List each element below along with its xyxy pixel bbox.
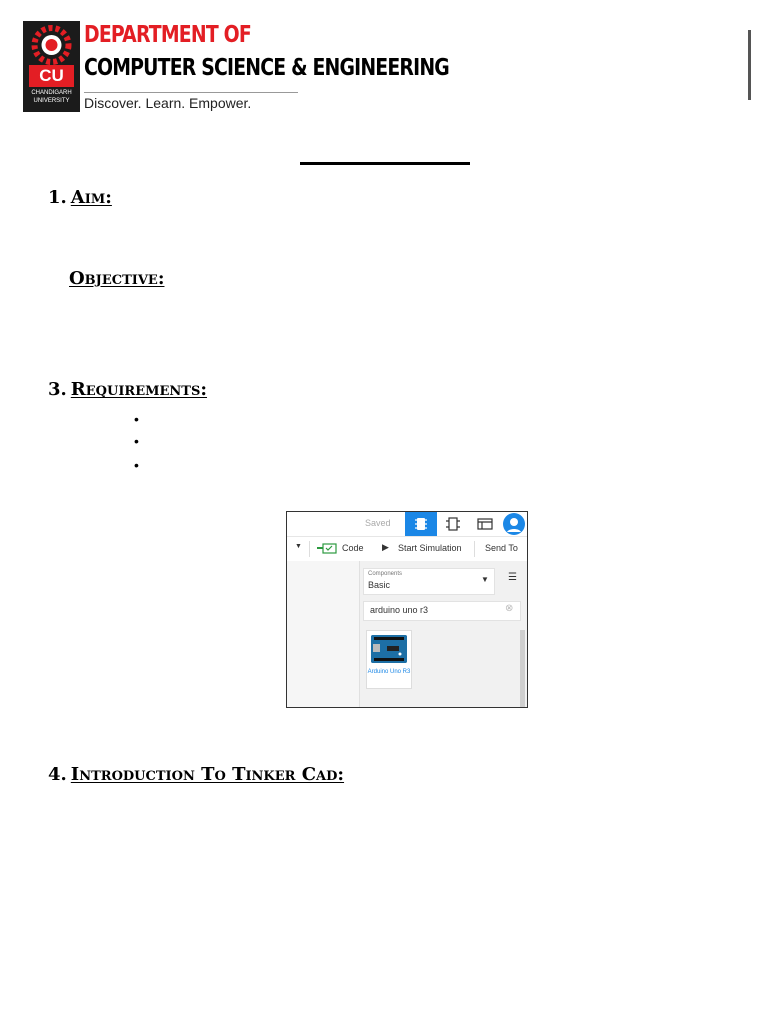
code-button[interactable]: Code bbox=[342, 543, 364, 553]
tagline: Discover. Learn. Empower. bbox=[84, 95, 252, 111]
components-icon bbox=[405, 512, 437, 536]
components-select-label: Components bbox=[368, 571, 403, 577]
heading-requirements-number: 3. bbox=[48, 379, 67, 400]
page-edge-bar bbox=[748, 30, 751, 100]
tinkercad-screenshot bbox=[286, 511, 528, 708]
action-toolbar bbox=[287, 536, 527, 562]
code-editor-icon[interactable] bbox=[317, 542, 337, 555]
component-result-card[interactable] bbox=[366, 630, 412, 689]
logo-university-line1: CHANDIGARH bbox=[31, 90, 72, 96]
header-divider bbox=[84, 92, 298, 93]
send-to-button[interactable]: Send To bbox=[485, 543, 518, 553]
toolbar-separator bbox=[309, 541, 310, 557]
components-select-value: Basic bbox=[368, 580, 391, 590]
heading-introduction-number: 4. bbox=[48, 764, 67, 785]
requirement-bullet: • bbox=[134, 411, 139, 427]
requirement-bullet: • bbox=[134, 433, 139, 449]
arduino-board-image bbox=[371, 635, 407, 663]
university-logo bbox=[23, 21, 80, 112]
logo-initials: CU bbox=[39, 66, 64, 85]
chevron-down-icon: ▼ bbox=[481, 575, 489, 584]
department-title-line2: COMPUTER SCIENCE & ENGINEERING bbox=[84, 55, 449, 81]
user-avatar[interactable] bbox=[501, 512, 527, 536]
workplane-area[interactable] bbox=[287, 561, 360, 707]
schematic-tab[interactable] bbox=[437, 512, 469, 536]
user-avatar-icon bbox=[501, 512, 527, 536]
component-result-label: Arduino Uno R3 bbox=[367, 669, 411, 675]
start-simulation-button[interactable]: Start Simulation bbox=[398, 543, 462, 553]
component-search-input[interactable] bbox=[363, 601, 521, 621]
logo-university-line2: UNIVERSITY bbox=[33, 98, 70, 104]
heading-introduction bbox=[48, 764, 344, 785]
department-title-line1: DEPARTMENT OF bbox=[84, 22, 251, 48]
heading-introduction-label: Introduction To Tinker Cad: bbox=[70, 764, 345, 785]
title-underline bbox=[300, 162, 470, 165]
schematic-icon bbox=[437, 512, 469, 536]
list-view-icon[interactable]: ☰ bbox=[508, 572, 517, 583]
heading-aim-number: 1. bbox=[48, 187, 67, 208]
toolbar-separator bbox=[474, 541, 475, 557]
clear-search-icon[interactable]: ⊗ bbox=[505, 603, 514, 614]
heading-requirements bbox=[48, 379, 207, 400]
heading-requirements-label: Requirements: bbox=[70, 379, 208, 400]
saved-status: Saved bbox=[365, 518, 391, 528]
component-list-icon bbox=[469, 512, 501, 536]
requirement-bullet: • bbox=[134, 457, 139, 473]
heading-objective-label: Objective: bbox=[69, 268, 165, 289]
heading-aim-label: Aim: bbox=[70, 187, 112, 208]
components-select[interactable] bbox=[363, 568, 495, 595]
heading-aim bbox=[48, 187, 112, 208]
panel-scrollbar[interactable] bbox=[520, 630, 525, 707]
components-tab[interactable] bbox=[405, 512, 437, 536]
play-icon: ▶ bbox=[382, 542, 389, 552]
component-list-tab[interactable] bbox=[469, 512, 501, 536]
top-toolbar bbox=[287, 512, 527, 536]
search-value: arduino uno r3 bbox=[370, 605, 429, 615]
dropdown-caret-icon[interactable]: ▼ bbox=[295, 543, 302, 550]
heading-objective bbox=[69, 268, 164, 289]
